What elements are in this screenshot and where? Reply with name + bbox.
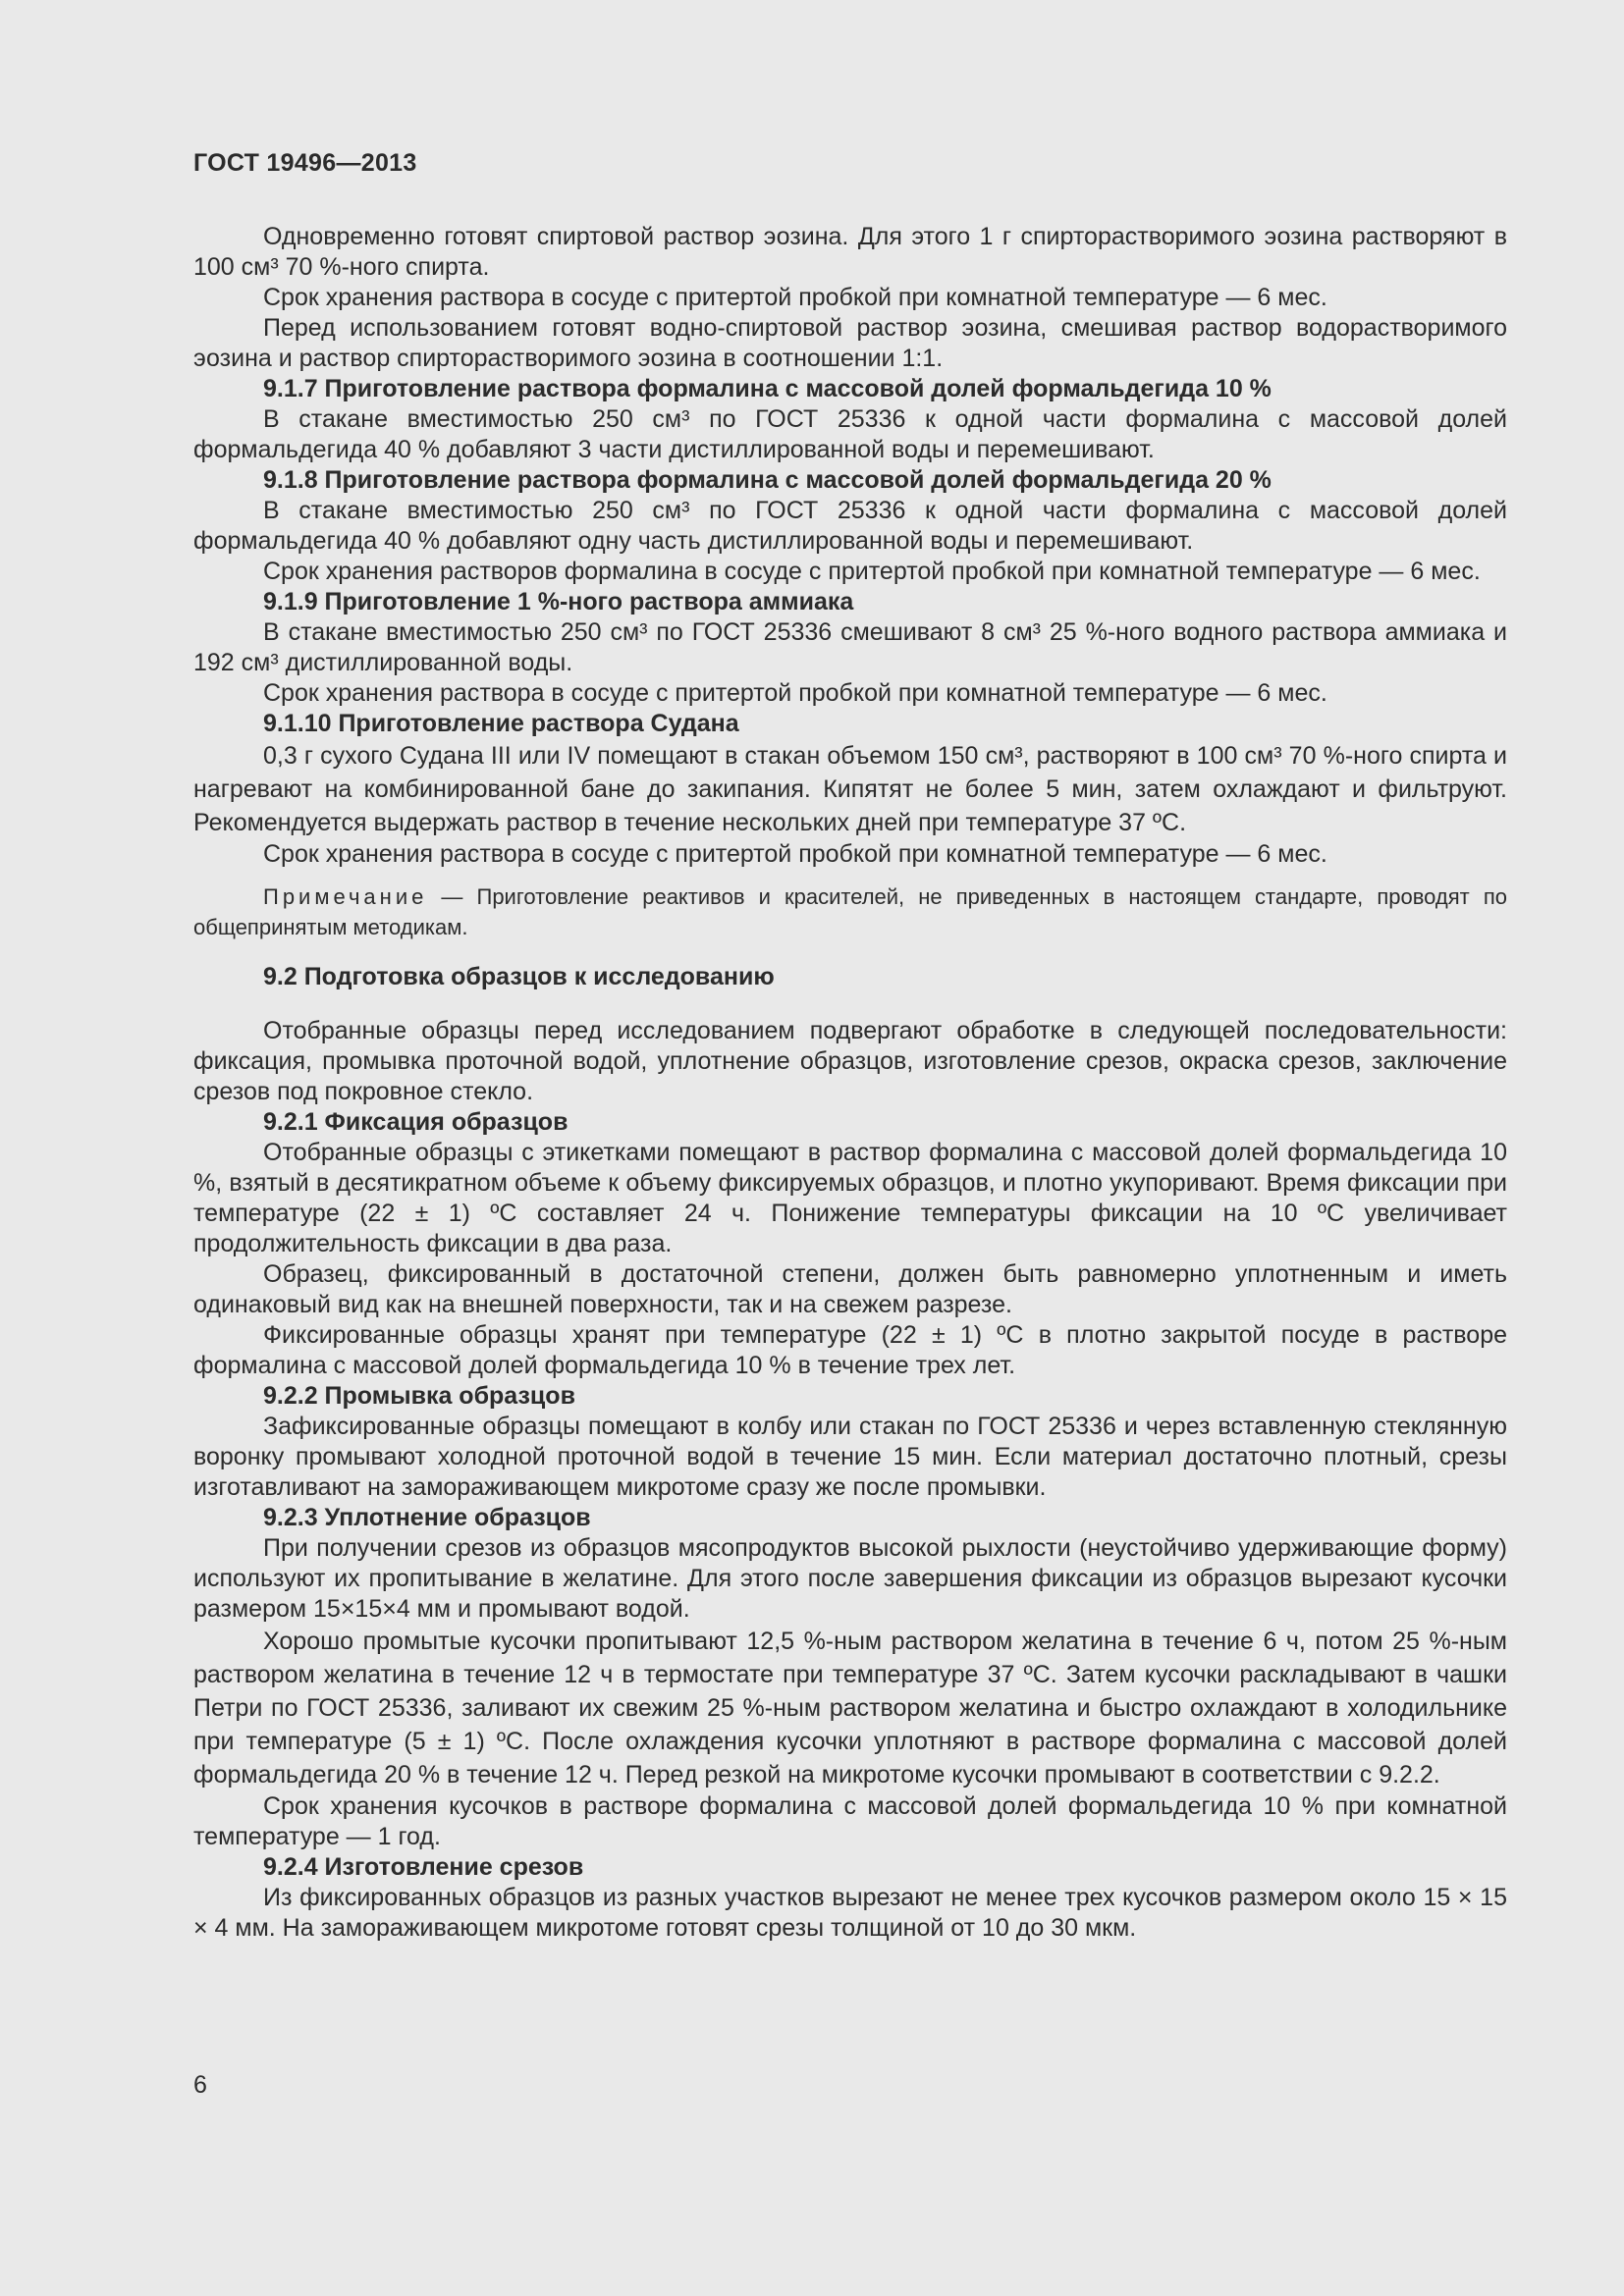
note (193, 881, 1507, 942)
section-heading-9-1-7: 9.1.7 Приготовление раствора формалина с массовой долей формальдегида 10 % (263, 375, 1272, 402)
document-body (193, 222, 1507, 1944)
note-label: Примечание (263, 884, 428, 909)
document-header: ГОСТ 19496—2013 (193, 149, 417, 177)
paragraph: При получении срезов из образцов мясопродуктов высокой рыхлости (неустойчиво удерживающие форму) используют их пропитывание в желатине. Для этого после завершения фиксации из образцов вырезают кусочки размером 15×15×4 мм и промывают водой. (193, 1534, 1507, 1623)
paragraph: Перед использованием готовят водно-спиртовой раствор эозина, смешивая раствор водорастворимого эозина и раствор спирторастворимого эозина в соотношении 1:1. (193, 314, 1507, 372)
paragraph: Отобранные образцы с этикетками помещают в раствор формалина с массовой долей формальдегида 10 %, взятый в десятикратном объеме к объему фиксируемых образцов, и плотно укупоривают. Время фиксации при температуре (22 ± 1) ºС составляет 24 ч. Понижение температуры фиксации на 10 ºС увеличивает продолжительность фиксации в два раза. (193, 1139, 1507, 1257)
page-number: 6 (193, 2071, 207, 2099)
paragraph: 0,3 г сухого Судана III или IV помещают в стакан объемом 150 см³, растворяют в 100 см³ 70 %-ного спирта и нагревают на комбинированной бане до закипания. Кипятят не более 5 мин, затем охлаждают и фильтруют. Рекомендуется выдержать раствор в течение нескольких дней при температуре 37 ºС. (193, 742, 1507, 836)
paragraph: В стакане вместимостью 250 см³ по ГОСТ 25336 к одной части формалина с массовой долей формальдегида 40 % добавляют одну часть дистиллированной воды и перемешивают. (193, 497, 1507, 555)
paragraph: Срок хранения растворов формалина в сосуде с притертой пробкой при комнатной температуре — 6 мес. (263, 558, 1481, 585)
paragraph: Отобранные образцы перед исследованием подвергают обработке в следующей последовательности: фиксация, промывка проточной водой, уплотнение образцов, изготовление срезов, окраска срезов, заключение срезов под покровное стекло. (193, 1017, 1507, 1105)
paragraph: Зафиксированные образцы помещают в колбу или стакан по ГОСТ 25336 и через вставленную стеклянную воронку промывают холодной проточной водой в течение 15 мин. Если материал достаточно плотный, срезы изготавливают на замораживающем микротоме сразу же после промывки. (193, 1413, 1507, 1501)
section-heading-9-2-4: 9.2.4 Изготовление срезов (263, 1853, 584, 1881)
paragraph: Срок хранения раствора в сосуде с притертой пробкой при комнатной температуре — 6 мес. (263, 840, 1327, 868)
section-heading-9-2: 9.2 Подготовка образцов к исследованию (263, 963, 775, 990)
paragraph: В стакане вместимостью 250 см³ по ГОСТ 25336 к одной части формалина с массовой долей формальдегида 40 % добавляют 3 части дистиллированной воды и перемешивают. (193, 405, 1507, 463)
paragraph: Срок хранения раствора в сосуде с притертой пробкой при комнатной температуре — 6 мес. (263, 679, 1327, 707)
note-text: — Приготовление реактивов и красителей, не приведенных в настоящем стандарте, проводят по общепринятым методикам. (193, 884, 1507, 939)
section-heading-9-2-2: 9.2.2 Промывка образцов (263, 1382, 575, 1410)
paragraph: Хорошо промытые кусочки пропитывают 12,5 %-ным раствором желатина в течение 6 ч, потом 25 %-ным раствором желатина в течение 12 ч в термостате при температуре 37 ºС. Затем кусочки раскладывают в чашки Петри по ГОСТ 25336, заливают их свежим 25 %-ным раствором желатина и быстро охлаждают в холодильнике при температуре (5 ± 1) ºС. После охлаждения кусочки уплотняют в растворе формалина с массовой долей формальдегида 20 % в течение 12 ч. Перед резкой на микротоме кусочки промывают в соответствии с 9.2.2. (193, 1628, 1507, 1789)
paragraph: Срок хранения раствора в сосуде с притертой пробкой при комнатной температуре — 6 мес. (263, 284, 1327, 311)
section-heading-9-1-8: 9.1.8 Приготовление раствора формалина с массовой долей формальдегида 20 % (263, 466, 1272, 494)
paragraph: Образец, фиксированный в достаточной степени, должен быть равномерно уплотненным и иметь одинаковый вид как на внешней поверхности, так и на свежем разрезе. (193, 1260, 1507, 1318)
paragraph: Из фиксированных образцов из разных участков вырезают не менее трех кусочков размером около 15 × 15 × 4 мм. На замораживающем микротоме готовят срезы толщиной от 10 до 30 мкм. (193, 1884, 1507, 1942)
section-heading-9-1-9: 9.1.9 Приготовление 1 %-ного раствора аммиака (263, 588, 854, 615)
section-heading-9-1-10: 9.1.10 Приготовление раствора Судана (263, 710, 739, 737)
paragraph: Фиксированные образцы хранят при температуре (22 ± 1) ºС в плотно закрытой посуде в растворе формалина с массовой долей формальдегида 10 % в течение трех лет. (193, 1321, 1507, 1379)
paragraph: В стакане вместимостью 250 см³ по ГОСТ 25336 смешивают 8 см³ 25 %-ного водного раствора аммиака и 192 см³ дистиллированной воды. (193, 618, 1507, 676)
section-heading-9-2-3: 9.2.3 Уплотнение образцов (263, 1504, 591, 1531)
paragraph: Одновременно готовят спиртовой раствор эозина. Для этого 1 г спирторастворимого эозина растворяют в 100 см³ 70 %-ного спирта. (193, 223, 1507, 281)
paragraph: Срок хранения кусочков в растворе формалина с массовой долей формальдегида 10 % при комнатной температуре — 1 год. (193, 1792, 1507, 1850)
section-heading-9-2-1: 9.2.1 Фиксация образцов (263, 1108, 568, 1136)
